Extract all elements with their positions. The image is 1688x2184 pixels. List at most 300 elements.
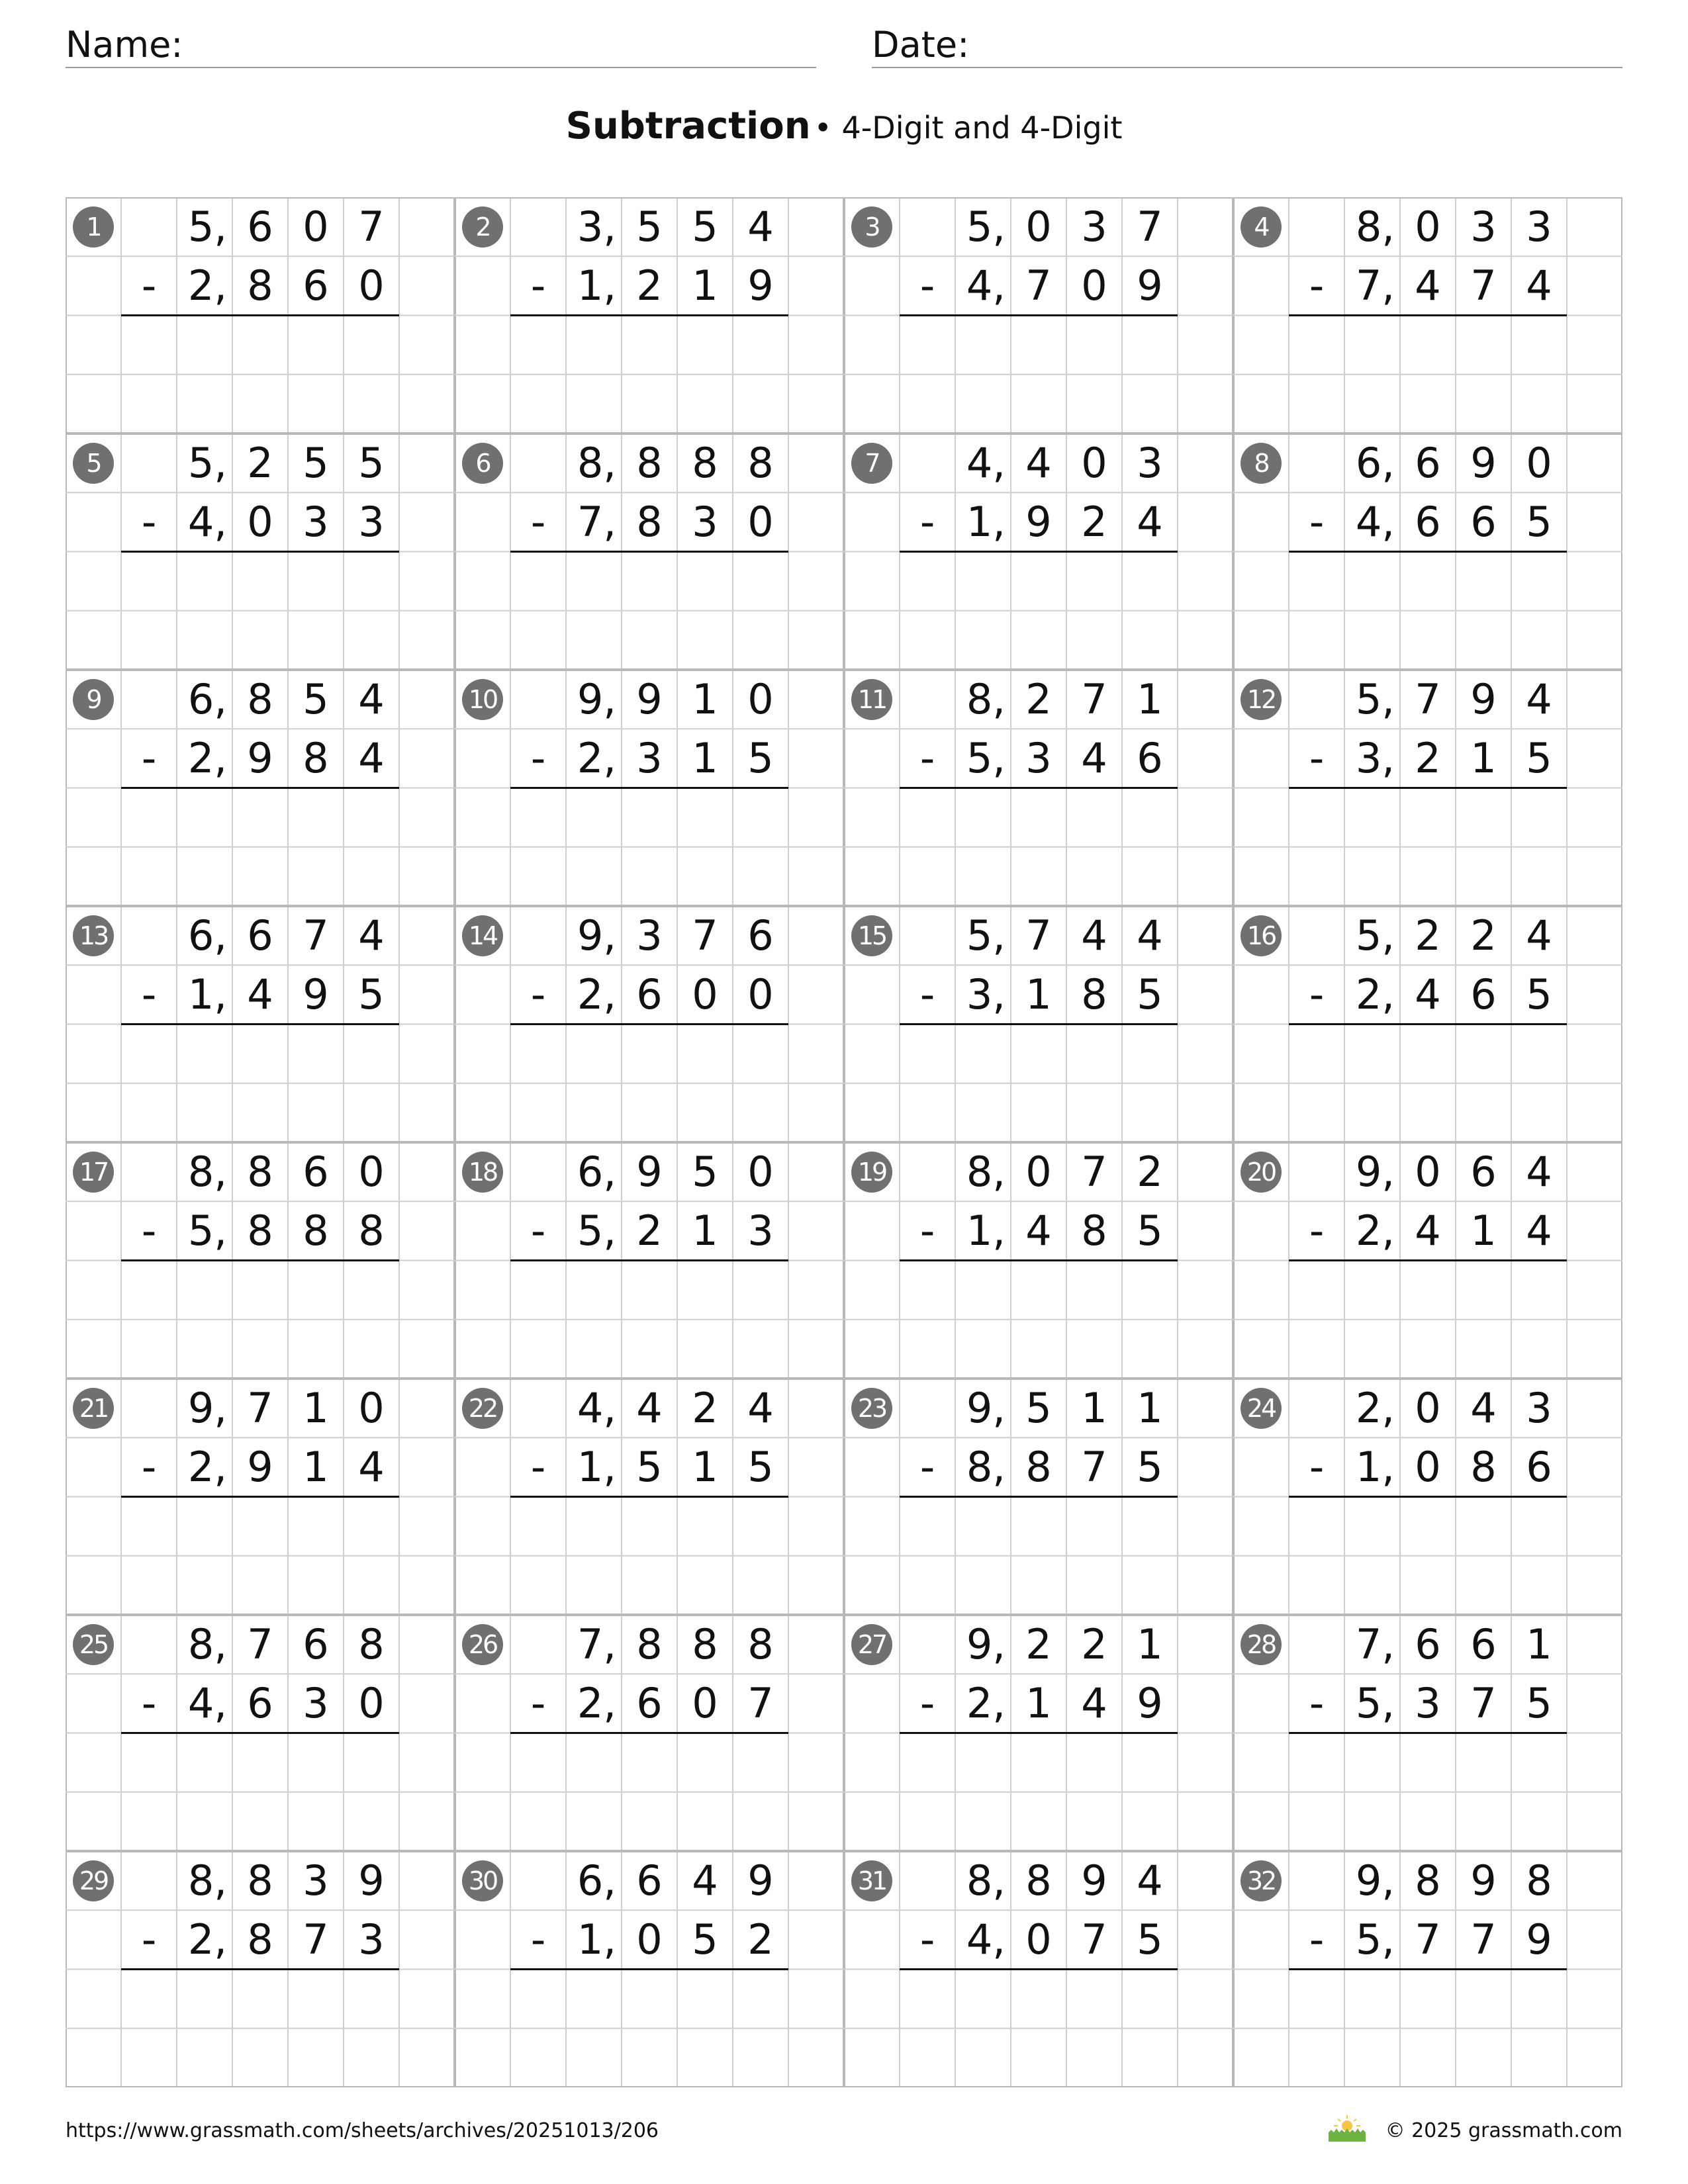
minuend-digit: 2, bbox=[1355, 1384, 1395, 1432]
minuend-digit: 8 bbox=[247, 675, 273, 723]
problem-number-badge: 25 bbox=[73, 1624, 114, 1665]
problem-number-badge: 26 bbox=[462, 1624, 503, 1665]
answer-area[interactable] bbox=[510, 316, 788, 434]
answer-area[interactable] bbox=[900, 1024, 1178, 1143]
subtrahend-digit: 2 bbox=[636, 261, 663, 310]
minuend-digit: 1 bbox=[1081, 1384, 1107, 1432]
minuend-digit: 5 bbox=[692, 1148, 718, 1196]
subtrahend-digit: 8 bbox=[247, 1915, 273, 1964]
minuend-digit: 4 bbox=[747, 1384, 774, 1432]
subtrahend-digit: 0 bbox=[1081, 261, 1107, 310]
minuend-digit: 7 bbox=[247, 1384, 273, 1432]
subtrahend-digit: 1, bbox=[577, 1915, 616, 1964]
minuend-digit: 4 bbox=[1526, 1148, 1552, 1196]
answer-area[interactable] bbox=[900, 1733, 1178, 1852]
minuend-digit: 5 bbox=[1025, 1384, 1052, 1432]
minuend-digit: 7 bbox=[358, 203, 385, 251]
subtrahend-digit: 5 bbox=[1526, 734, 1552, 783]
minus-sign: - bbox=[1309, 261, 1325, 310]
minuend-digit: 9, bbox=[1355, 1148, 1395, 1196]
minuend-digit: 0 bbox=[303, 203, 329, 251]
subtrahend-digit: 1 bbox=[692, 1443, 718, 1492]
minuend-digit: 9 bbox=[358, 1856, 385, 1905]
minuend-digit: 3 bbox=[1081, 203, 1107, 251]
minuend-digit: 1 bbox=[1137, 1620, 1163, 1668]
subtrahend-digit: 8 bbox=[1470, 1443, 1497, 1492]
minuend-digit: 0 bbox=[1025, 1148, 1052, 1196]
minuend-digit: 6 bbox=[1470, 1620, 1497, 1668]
answer-area[interactable] bbox=[121, 316, 399, 434]
minuend-digit: 8 bbox=[1526, 1856, 1552, 1905]
answer-area[interactable] bbox=[510, 552, 788, 670]
problem-number-badge: 12 bbox=[1241, 679, 1282, 720]
minuend-digit: 9 bbox=[1470, 1856, 1497, 1905]
answer-area[interactable] bbox=[1289, 1497, 1567, 1615]
minuend-digit: 0 bbox=[747, 675, 774, 723]
minuend-digit: 8 bbox=[247, 1148, 273, 1196]
minuend-digit: 8 bbox=[1415, 1856, 1441, 1905]
problem-number-badge: 5 bbox=[73, 443, 114, 484]
minuend-digit: 4 bbox=[1137, 1856, 1163, 1905]
problem-number-badge: 30 bbox=[462, 1860, 503, 1901]
problem-number-badge: 2 bbox=[462, 206, 503, 248]
minuend-digit: 9, bbox=[577, 911, 616, 960]
subtrahend-digit: 0 bbox=[358, 1679, 385, 1728]
subtrahend-digit: 4 bbox=[358, 734, 385, 783]
subtrahend-digit: 6 bbox=[1470, 498, 1497, 547]
minuend-digit: 8, bbox=[966, 1856, 1006, 1905]
minuend-digit: 5 bbox=[692, 203, 718, 251]
minuend-digit: 2 bbox=[1415, 911, 1441, 960]
subtrahend-digit: 1, bbox=[577, 1443, 616, 1492]
minuend-digit: 8 bbox=[358, 1620, 385, 1668]
subtrahend-digit: 2, bbox=[577, 970, 616, 1019]
title-separator: • bbox=[814, 110, 832, 146]
subtrahend-digit: 5 bbox=[1137, 1915, 1163, 1964]
subtrahend-digit: 2, bbox=[1355, 970, 1395, 1019]
minuend-digit: 3 bbox=[1137, 439, 1163, 487]
answer-area[interactable] bbox=[510, 1970, 788, 2088]
subtrahend-digit: 9 bbox=[1137, 261, 1163, 310]
subtrahend-digit: 5 bbox=[358, 970, 385, 1019]
subtrahend-digit: 0 bbox=[247, 498, 273, 547]
problem-number-badge: 14 bbox=[462, 915, 503, 956]
subtrahend-digit: 6 bbox=[1137, 734, 1163, 783]
subtrahend-digit: 1 bbox=[1470, 1206, 1497, 1255]
minus-sign: - bbox=[1309, 1443, 1325, 1492]
minus-sign: - bbox=[530, 1915, 546, 1964]
answer-area[interactable] bbox=[900, 1261, 1178, 1379]
subtrahend-digit: 1, bbox=[577, 261, 616, 310]
minuend-digit: 7 bbox=[692, 911, 718, 960]
subtrahend-digit: 2, bbox=[187, 1443, 227, 1492]
subtrahend-digit: 7 bbox=[1025, 261, 1052, 310]
date-label: Date: bbox=[872, 24, 970, 66]
minuend-digit: 9 bbox=[636, 1148, 663, 1196]
minuend-digit: 6 bbox=[1415, 1620, 1441, 1668]
subtrahend-digit: 1 bbox=[692, 1206, 718, 1255]
subtrahend-digit: 0 bbox=[636, 1915, 663, 1964]
subtrahend-digit: 4, bbox=[187, 498, 227, 547]
problem-number-badge: 22 bbox=[462, 1388, 503, 1429]
answer-area[interactable] bbox=[510, 788, 788, 907]
minuend-digit: 4 bbox=[1081, 911, 1107, 960]
subtrahend-digit: 8 bbox=[1081, 970, 1107, 1019]
minus-sign: - bbox=[141, 970, 157, 1019]
minuend-digit: 8 bbox=[1025, 1856, 1052, 1905]
minuend-digit: 0 bbox=[1415, 203, 1441, 251]
subtrahend-digit: 4 bbox=[1526, 261, 1552, 310]
subtrahend-digit: 7 bbox=[1081, 1915, 1107, 1964]
answer-area[interactable] bbox=[900, 1497, 1178, 1615]
minuend-digit: 0 bbox=[1025, 203, 1052, 251]
minus-sign: - bbox=[919, 1206, 935, 1255]
minuend-digit: 6, bbox=[577, 1856, 616, 1905]
answer-area[interactable] bbox=[121, 1024, 399, 1143]
minuend-digit: 8 bbox=[692, 1620, 718, 1668]
name-line[interactable] bbox=[66, 67, 816, 68]
subtrahend-digit: 7 bbox=[303, 1915, 329, 1964]
minuend-digit: 3, bbox=[577, 203, 616, 251]
answer-area[interactable] bbox=[900, 316, 1178, 434]
subtrahend-digit: 0 bbox=[692, 970, 718, 1019]
minuend-digit: 0 bbox=[1415, 1384, 1441, 1432]
minuend-digit: 5, bbox=[187, 439, 227, 487]
minuend-digit: 6 bbox=[636, 1856, 663, 1905]
minus-sign: - bbox=[1309, 970, 1325, 1019]
minus-sign: - bbox=[141, 261, 157, 310]
subtrahend-digit: 1, bbox=[187, 970, 227, 1019]
subtrahend-digit: 1, bbox=[1355, 1443, 1395, 1492]
subtrahend-digit: 9 bbox=[247, 1443, 273, 1492]
grass-sun-logo-icon bbox=[1326, 2111, 1368, 2143]
answer-area[interactable] bbox=[121, 1970, 399, 2088]
minuend-digit: 5, bbox=[966, 911, 1006, 960]
subtrahend-digit: 3 bbox=[1415, 1679, 1441, 1728]
subtrahend-digit: 5 bbox=[1137, 1443, 1163, 1492]
minuend-digit: 2 bbox=[1470, 911, 1497, 960]
answer-area[interactable] bbox=[510, 1024, 788, 1143]
subtrahend-digit: 3 bbox=[1025, 734, 1052, 783]
subtrahend-digit: 4, bbox=[1355, 498, 1395, 547]
minuend-digit: 6, bbox=[1355, 439, 1395, 487]
problem-number-badge: 28 bbox=[1241, 1624, 1282, 1665]
subtrahend-digit: 7 bbox=[1470, 1915, 1497, 1964]
minuend-digit: 9, bbox=[577, 675, 616, 723]
minuend-digit: 8 bbox=[747, 1620, 774, 1668]
subtrahend-digit: 6 bbox=[636, 970, 663, 1019]
minuend-digit: 7 bbox=[247, 1620, 273, 1668]
minuend-digit: 9, bbox=[966, 1384, 1006, 1432]
minuend-digit: 2 bbox=[1137, 1148, 1163, 1196]
minuend-digit: 5 bbox=[636, 203, 663, 251]
minus-sign: - bbox=[141, 1443, 157, 1492]
minuend-digit: 4 bbox=[747, 203, 774, 251]
subtrahend-digit: 7 bbox=[1415, 1915, 1441, 1964]
minuend-digit: 2 bbox=[692, 1384, 718, 1432]
minuend-digit: 8, bbox=[187, 1148, 227, 1196]
subtrahend-digit: 6 bbox=[1470, 970, 1497, 1019]
problem-number-badge: 13 bbox=[73, 915, 114, 956]
answer-area[interactable] bbox=[510, 1733, 788, 1852]
subtrahend-digit: 4 bbox=[1415, 1206, 1441, 1255]
problem-number-badge: 10 bbox=[462, 679, 503, 720]
minuend-digit: 8, bbox=[187, 1620, 227, 1668]
answer-area[interactable] bbox=[121, 1733, 399, 1852]
minuend-digit: 1 bbox=[692, 675, 718, 723]
minuend-digit: 7 bbox=[1081, 675, 1107, 723]
subtrahend-digit: 5 bbox=[1137, 1206, 1163, 1255]
minuend-digit: 6, bbox=[577, 1148, 616, 1196]
subtrahend-digit: 5, bbox=[1355, 1679, 1395, 1728]
subtrahend-digit: 5, bbox=[966, 734, 1006, 783]
minus-sign: - bbox=[530, 1679, 546, 1728]
minuend-digit: 6, bbox=[187, 675, 227, 723]
minuend-digit: 3 bbox=[1470, 203, 1497, 251]
subtrahend-digit: 7 bbox=[747, 1679, 774, 1728]
answer-area[interactable] bbox=[121, 1497, 399, 1615]
title-subtitle: 4-Digit and 4-Digit bbox=[841, 110, 1123, 146]
subtrahend-digit: 8 bbox=[358, 1206, 385, 1255]
subtrahend-digit: 0 bbox=[692, 1679, 718, 1728]
minuend-digit: 4 bbox=[358, 675, 385, 723]
answer-area[interactable] bbox=[1289, 1733, 1567, 1852]
answer-area[interactable] bbox=[1289, 788, 1567, 907]
minus-sign: - bbox=[919, 734, 935, 783]
minuend-digit: 8 bbox=[636, 1620, 663, 1668]
answer-area[interactable] bbox=[900, 788, 1178, 907]
minus-sign: - bbox=[919, 970, 935, 1019]
minuend-digit: 7 bbox=[1415, 675, 1441, 723]
subtrahend-digit: 2, bbox=[577, 1679, 616, 1728]
minus-sign: - bbox=[141, 1679, 157, 1728]
problem-number-badge: 3 bbox=[851, 206, 892, 248]
problem-grid bbox=[66, 197, 1622, 2087]
minus-sign: - bbox=[919, 1915, 935, 1964]
minuend-digit: 6 bbox=[1470, 1148, 1497, 1196]
minus-sign: - bbox=[530, 734, 546, 783]
minuend-digit: 5, bbox=[1355, 911, 1395, 960]
subtrahend-digit: 1 bbox=[692, 734, 718, 783]
subtrahend-digit: 4 bbox=[247, 970, 273, 1019]
problem-number-badge: 6 bbox=[462, 443, 503, 484]
minuend-digit: 4, bbox=[577, 1384, 616, 1432]
subtrahend-digit: 1 bbox=[1470, 734, 1497, 783]
subtrahend-digit: 5 bbox=[1526, 498, 1552, 547]
subtrahend-digit: 3 bbox=[747, 1206, 774, 1255]
subtrahend-digit: 6 bbox=[1415, 498, 1441, 547]
minuend-digit: 5 bbox=[303, 675, 329, 723]
subtrahend-digit: 9 bbox=[747, 261, 774, 310]
subtrahend-digit: 3, bbox=[1355, 734, 1395, 783]
subtrahend-digit: 8, bbox=[966, 1443, 1006, 1492]
problem-number-badge: 31 bbox=[851, 1860, 892, 1901]
subtrahend-digit: 4 bbox=[1025, 1206, 1052, 1255]
answer-area[interactable] bbox=[510, 1261, 788, 1379]
minuend-digit: 4 bbox=[636, 1384, 663, 1432]
answer-area[interactable] bbox=[1289, 552, 1567, 670]
minus-sign: - bbox=[530, 498, 546, 547]
subtrahend-digit: 7, bbox=[577, 498, 616, 547]
minuend-digit: 9, bbox=[966, 1620, 1006, 1668]
minuend-digit: 6, bbox=[187, 911, 227, 960]
minuend-digit: 6 bbox=[247, 203, 273, 251]
minuend-digit: 0 bbox=[1526, 439, 1552, 487]
minuend-digit: 8, bbox=[187, 1856, 227, 1905]
minuend-digit: 6 bbox=[303, 1148, 329, 1196]
footer-url[interactable]: https://www.grassmath.com/sheets/archives/20251013/206 bbox=[66, 2119, 659, 2142]
minuend-digit: 6 bbox=[303, 1620, 329, 1668]
subtrahend-digit: 8 bbox=[303, 734, 329, 783]
title-main: Subtraction bbox=[565, 105, 811, 148]
minus-sign: - bbox=[530, 1443, 546, 1492]
answer-area[interactable] bbox=[1289, 1970, 1567, 2088]
subtrahend-digit: 4, bbox=[187, 1679, 227, 1728]
minuend-digit: 7 bbox=[1025, 911, 1052, 960]
problem-number-badge: 21 bbox=[73, 1388, 114, 1429]
minuend-digit: 3 bbox=[303, 1856, 329, 1905]
minuend-digit: 2 bbox=[247, 439, 273, 487]
minus-sign: - bbox=[1309, 1915, 1325, 1964]
subtrahend-digit: 4, bbox=[966, 261, 1006, 310]
answer-area[interactable] bbox=[1289, 1261, 1567, 1379]
minuend-digit: 0 bbox=[358, 1384, 385, 1432]
subtrahend-digit: 0 bbox=[747, 970, 774, 1019]
minuend-digit: 9 bbox=[1470, 675, 1497, 723]
subtrahend-digit: 2, bbox=[966, 1679, 1006, 1728]
minuend-digit: 9 bbox=[747, 1856, 774, 1905]
subtrahend-digit: 7 bbox=[1470, 261, 1497, 310]
answer-area[interactable] bbox=[121, 552, 399, 670]
minuend-digit: 7 bbox=[1081, 1148, 1107, 1196]
subtrahend-digit: 2, bbox=[187, 734, 227, 783]
subtrahend-digit: 4, bbox=[966, 1915, 1006, 1964]
subtrahend-digit: 7 bbox=[1470, 1679, 1497, 1728]
minuend-digit: 7 bbox=[1137, 203, 1163, 251]
minuend-digit: 4 bbox=[692, 1856, 718, 1905]
subtrahend-digit: 4 bbox=[1526, 1206, 1552, 1255]
subtrahend-digit: 4 bbox=[1081, 1679, 1107, 1728]
problem-number-badge: 23 bbox=[851, 1388, 892, 1429]
minuend-digit: 5, bbox=[187, 203, 227, 251]
subtrahend-digit: 8 bbox=[247, 261, 273, 310]
subtrahend-digit: 1 bbox=[303, 1443, 329, 1492]
subtrahend-digit: 2 bbox=[636, 1206, 663, 1255]
minuend-digit: 7 bbox=[303, 911, 329, 960]
subtrahend-digit: 5 bbox=[1526, 970, 1552, 1019]
subtrahend-digit: 3, bbox=[966, 970, 1006, 1019]
subtrahend-digit: 1, bbox=[966, 498, 1006, 547]
subtrahend-digit: 1 bbox=[1025, 1679, 1052, 1728]
answer-area[interactable] bbox=[121, 1261, 399, 1379]
answer-area[interactable] bbox=[1289, 316, 1567, 434]
name-label: Name: bbox=[66, 24, 183, 66]
minuend-digit: 2 bbox=[1081, 1620, 1107, 1668]
answer-area[interactable] bbox=[510, 1497, 788, 1615]
minus-sign: - bbox=[919, 1679, 935, 1728]
subtrahend-digit: 7 bbox=[1081, 1443, 1107, 1492]
minuend-digit: 8 bbox=[692, 439, 718, 487]
subtrahend-digit: 4 bbox=[1415, 261, 1441, 310]
subtrahend-digit: 0 bbox=[358, 261, 385, 310]
subtrahend-digit: 1 bbox=[1025, 970, 1052, 1019]
minuend-digit: 9 bbox=[636, 675, 663, 723]
minuend-digit: 5, bbox=[1355, 675, 1395, 723]
problem-number-badge: 11 bbox=[851, 679, 892, 720]
subtrahend-digit: 4 bbox=[1081, 734, 1107, 783]
minuend-digit: 8 bbox=[747, 439, 774, 487]
minus-sign: - bbox=[141, 1206, 157, 1255]
minuend-digit: 9, bbox=[187, 1384, 227, 1432]
minus-sign: - bbox=[919, 1443, 935, 1492]
problem-number-badge: 27 bbox=[851, 1624, 892, 1665]
subtrahend-digit: 6 bbox=[247, 1679, 273, 1728]
answer-area[interactable] bbox=[121, 788, 399, 907]
subtrahend-digit: 1 bbox=[692, 261, 718, 310]
minus-sign: - bbox=[919, 498, 935, 547]
problem-number-badge: 9 bbox=[73, 679, 114, 720]
problem-number-badge: 32 bbox=[1241, 1860, 1282, 1901]
minus-sign: - bbox=[1309, 734, 1325, 783]
problem-number-badge: 16 bbox=[1241, 915, 1282, 956]
subtrahend-digit: 5 bbox=[747, 734, 774, 783]
minuend-digit: 6 bbox=[247, 911, 273, 960]
problem-number-badge: 19 bbox=[851, 1152, 892, 1193]
answer-area[interactable] bbox=[1289, 1024, 1567, 1143]
subtrahend-digit: 2 bbox=[1415, 734, 1441, 783]
minuend-digit: 4 bbox=[1025, 439, 1052, 487]
minuend-digit: 4, bbox=[966, 439, 1006, 487]
minus-sign: - bbox=[1309, 1206, 1325, 1255]
minus-sign: - bbox=[919, 261, 935, 310]
subtrahend-digit: 5 bbox=[1137, 970, 1163, 1019]
subtrahend-digit: 5 bbox=[747, 1443, 774, 1492]
minus-sign: - bbox=[1309, 498, 1325, 547]
answer-area[interactable] bbox=[900, 552, 1178, 670]
minuend-digit: 4 bbox=[358, 911, 385, 960]
minuend-digit: 9 bbox=[1470, 439, 1497, 487]
date-line[interactable] bbox=[872, 67, 1622, 68]
subtrahend-digit: 9 bbox=[1025, 498, 1052, 547]
subtrahend-digit: 0 bbox=[1025, 1915, 1052, 1964]
subtrahend-digit: 9 bbox=[1526, 1915, 1552, 1964]
subtrahend-digit: 5, bbox=[1355, 1915, 1395, 1964]
subtrahend-digit: 7, bbox=[1355, 261, 1395, 310]
minuend-digit: 0 bbox=[747, 1148, 774, 1196]
minus-sign: - bbox=[141, 498, 157, 547]
minuend-digit: 6 bbox=[747, 911, 774, 960]
minuend-digit: 7, bbox=[577, 1620, 616, 1668]
subtrahend-digit: 8 bbox=[636, 498, 663, 547]
minuend-digit: 4 bbox=[1526, 675, 1552, 723]
subtrahend-digit: 2, bbox=[577, 734, 616, 783]
subtrahend-digit: 4 bbox=[1415, 970, 1441, 1019]
minuend-digit: 1 bbox=[1526, 1620, 1552, 1668]
subtrahend-digit: 0 bbox=[747, 498, 774, 547]
subtrahend-digit: 3 bbox=[358, 498, 385, 547]
minuend-digit: 1 bbox=[1137, 675, 1163, 723]
subtrahend-digit: 2, bbox=[187, 1915, 227, 1964]
subtrahend-digit: 5 bbox=[692, 1915, 718, 1964]
minuend-digit: 3 bbox=[636, 911, 663, 960]
minus-sign: - bbox=[141, 1915, 157, 1964]
subtrahend-digit: 4 bbox=[1137, 498, 1163, 547]
minuend-digit: 3 bbox=[1526, 203, 1552, 251]
worksheet-title bbox=[0, 105, 1688, 148]
answer-area[interactable] bbox=[900, 1970, 1178, 2088]
subtrahend-digit: 6 bbox=[303, 261, 329, 310]
minuend-digit: 8, bbox=[966, 1148, 1006, 1196]
